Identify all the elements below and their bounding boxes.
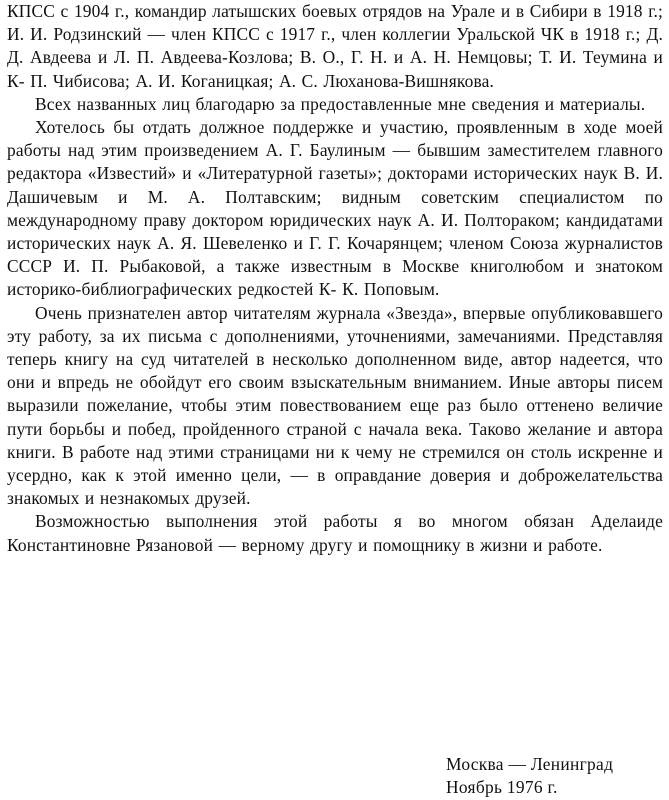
signature-block: [446, 753, 666, 799]
body-text: [7, 0, 663, 557]
paragraph-readers-gratitude: Очень признателен автор читателям журнала «Звезда», впервые опубликовавшего эту работу, за их письма с дополнениями, уточнениями, замечаниями. Представляя теперь книгу на суд читателей в несколько дополненном виде, автор надеется, что они и впредь не обойдут его своим взыскательным вниманием. Иные авторы писем выразили пожелание, чтобы этим повествованием еще раз было оттенено величие пути борьбы и побед, пройденного страной с начала века. Таково желание и автора книги. В работе над этими страницами ни к чему не стремился он столь искренне и усердно, как к этой именно цели, — в оправдание доверия и доброжелательства знакомых и незнакомых друзей.: [7, 302, 663, 509]
paragraph-thanks: Всех названных лиц благодарю за предоставленные мне сведения и материалы.: [35, 93, 646, 114]
signature-place: Москва — Ленинград: [446, 754, 614, 774]
paragraph-dedication: Возможностью выполнения этой работы я во многом обязан Аделаиде Константиновне Рязановой — верному другу и помощнику в жизни и работе.: [7, 511, 663, 555]
paragraph-acknowledged-persons-continued: КПСС с 1904 г., командир латышских боевых отрядов на Урале и в Сибири в 1918 г.; И. И. Родзинский — член КПСС с 1917 г., член коллегии Уральской ЧК в 1918 г.; Д. Д. Авдеева и Л. П. Авдеева-Козлова; В. О., Г. Н. и А. Н. Немцовы; Т. И. Теумина и К- П. Чибисова; А. И. Коганицкая; А. С. Люханова-Вишнякова.: [7, 1, 663, 91]
signature-date: Ноябрь 1976 г.: [446, 777, 558, 798]
paragraph-support-acknowledgment: Хотелось бы отдать должное поддержке и участию, проявленным в ходе моей работы над этим произведением А. Г. Баулиным — бывшим заместителем главного редактора «Известий» и «Литературной газеты»; докторами исторических наук В. И. Дашичевым и М. А. Полтавским; видным советским специалистом по международному праву доктором юридических наук А. И. Полтораком; кандидатами исторических наук А. Я. Шевеленко и Г. Г. Кочарянцем; членом Союза журналистов СССР И. П. Рыбаковой, а также известным в Москве книголюбом и знатоком историко-библиографических редкостей К- К. Поповым.: [7, 117, 663, 300]
